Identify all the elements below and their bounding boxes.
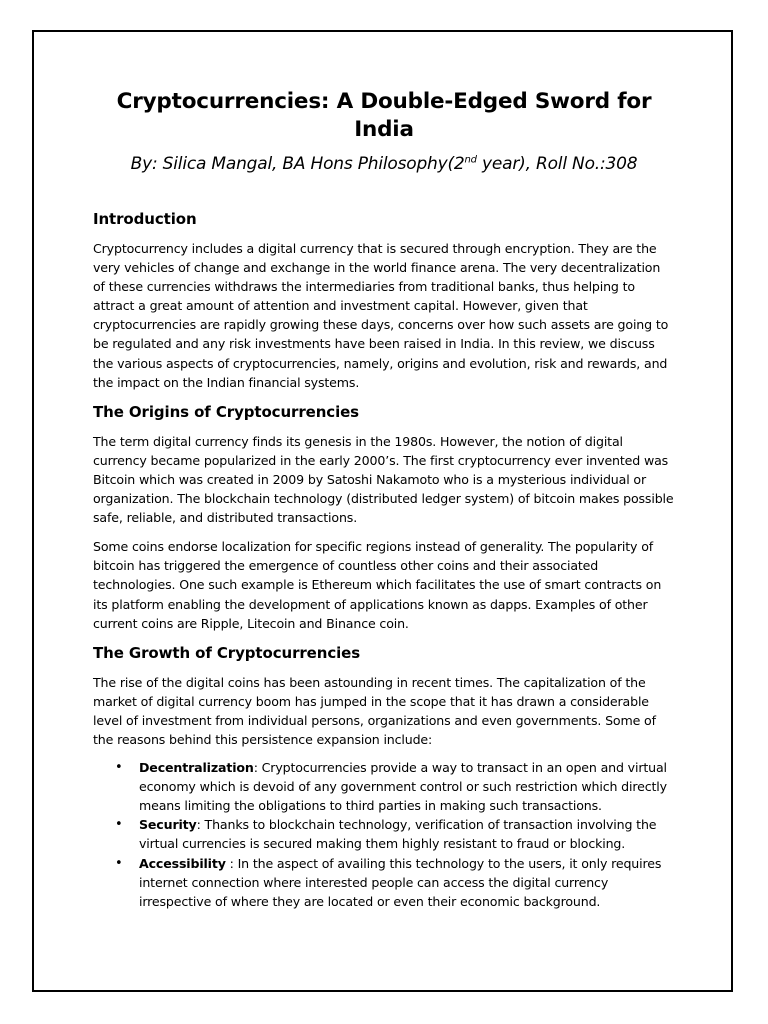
document-title: Cryptocurrencies: A Double-Edged Sword for India: [116, 89, 652, 142]
bullet-text: : Cryptocurrencies provide a way to transact in an open and virtual economy which is devoid of any government control or such restriction which directly means limiting the obligations to third parties in making such transactions.: [139, 760, 667, 814]
bullet-text: : In the aspect of availing this technology to the users, it only requires internet connection where interested people can access the digital currency irrespective of where they are located or even their economic background.: [139, 855, 662, 909]
section-heading-growth: The Growth of Cryptocurrencies: [93, 643, 361, 662]
section-heading-origins: The Origins of Cryptocurrencies: [93, 402, 360, 421]
list-item: [93, 854, 675, 911]
bullet-icon: •: [115, 855, 123, 871]
bullet-icon: •: [115, 817, 123, 833]
section-growth: [93, 643, 675, 911]
byline-suffix: year), Roll No.:308: [476, 154, 638, 174]
bullet-icon: •: [115, 760, 123, 776]
paragraph: The rise of the digital coins has been astounding in recent times. The capitalization of the market of digital currency boom has jumped in the scope that it has drawn a considerable level of investment from individual persons, organizations and even governments. Some of the reasons behind this persistence expansion include:: [93, 674, 656, 747]
bullet-term: Security: [139, 817, 197, 833]
list-item: [93, 815, 675, 853]
paragraph: Some coins endorse localization for specific regions instead of generality. The popularity of bitcoin has triggered the emergence of countless other coins and their associated technologies. One such example is Ethereum which facilitates the use of smart contracts on its platform enabling the development of applications known as dapps. Examples of other current coins are Ripple, Litecoin and Binance coin.: [93, 539, 662, 631]
document-body: [93, 88, 675, 911]
bullet-term: Decentralization: [139, 760, 254, 776]
list-item: [93, 758, 675, 815]
byline-prefix: By: Silica Mangal, BA Hons Philosophy(2: [130, 154, 465, 174]
byline-superscript: nd: [464, 154, 477, 166]
bullet-text: : Thanks to blockchain technology, verification of transaction involving the virtual currencies is secured making them highly resistant to fraud or blocking.: [139, 817, 657, 852]
reasons-list: [93, 758, 675, 911]
section-heading-introduction: Introduction: [93, 210, 197, 228]
paragraph: Cryptocurrency includes a digital currency that is secured through encryption. They are the very vehicles of change and exchange in the world finance arena. The very decentralization of these currencies withdraws the intermediaries from traditional banks, thus helping to attract a great amount of attention and investment capital. However, given that cryptocurrencies are rapidly growing these days, concerns over how such assets are going to be regulated and any risk investments have been raised in India. In this review, we discuss the various aspects of cryptocurrencies, namely, origins and evolution, risk and rewards, and the impact on the Indian financial systems.: [93, 241, 669, 390]
section-introduction: [93, 209, 675, 392]
bullet-term: Accessibility: [139, 855, 226, 871]
section-origins: [93, 402, 675, 633]
paragraph: The term digital currency finds its genesis in the 1980s. However, the notion of digital currency became popularized in the early 2000’s. The first cryptocurrency ever invented was Bitcoin which was created in 2009 by Satoshi Nakamoto who is a mysterious individual or organization. The blockchain technology (distributed ledger system) of bitcoin makes possible safe, reliable, and distributed transactions.: [93, 433, 674, 526]
author-byline: [93, 152, 675, 176]
